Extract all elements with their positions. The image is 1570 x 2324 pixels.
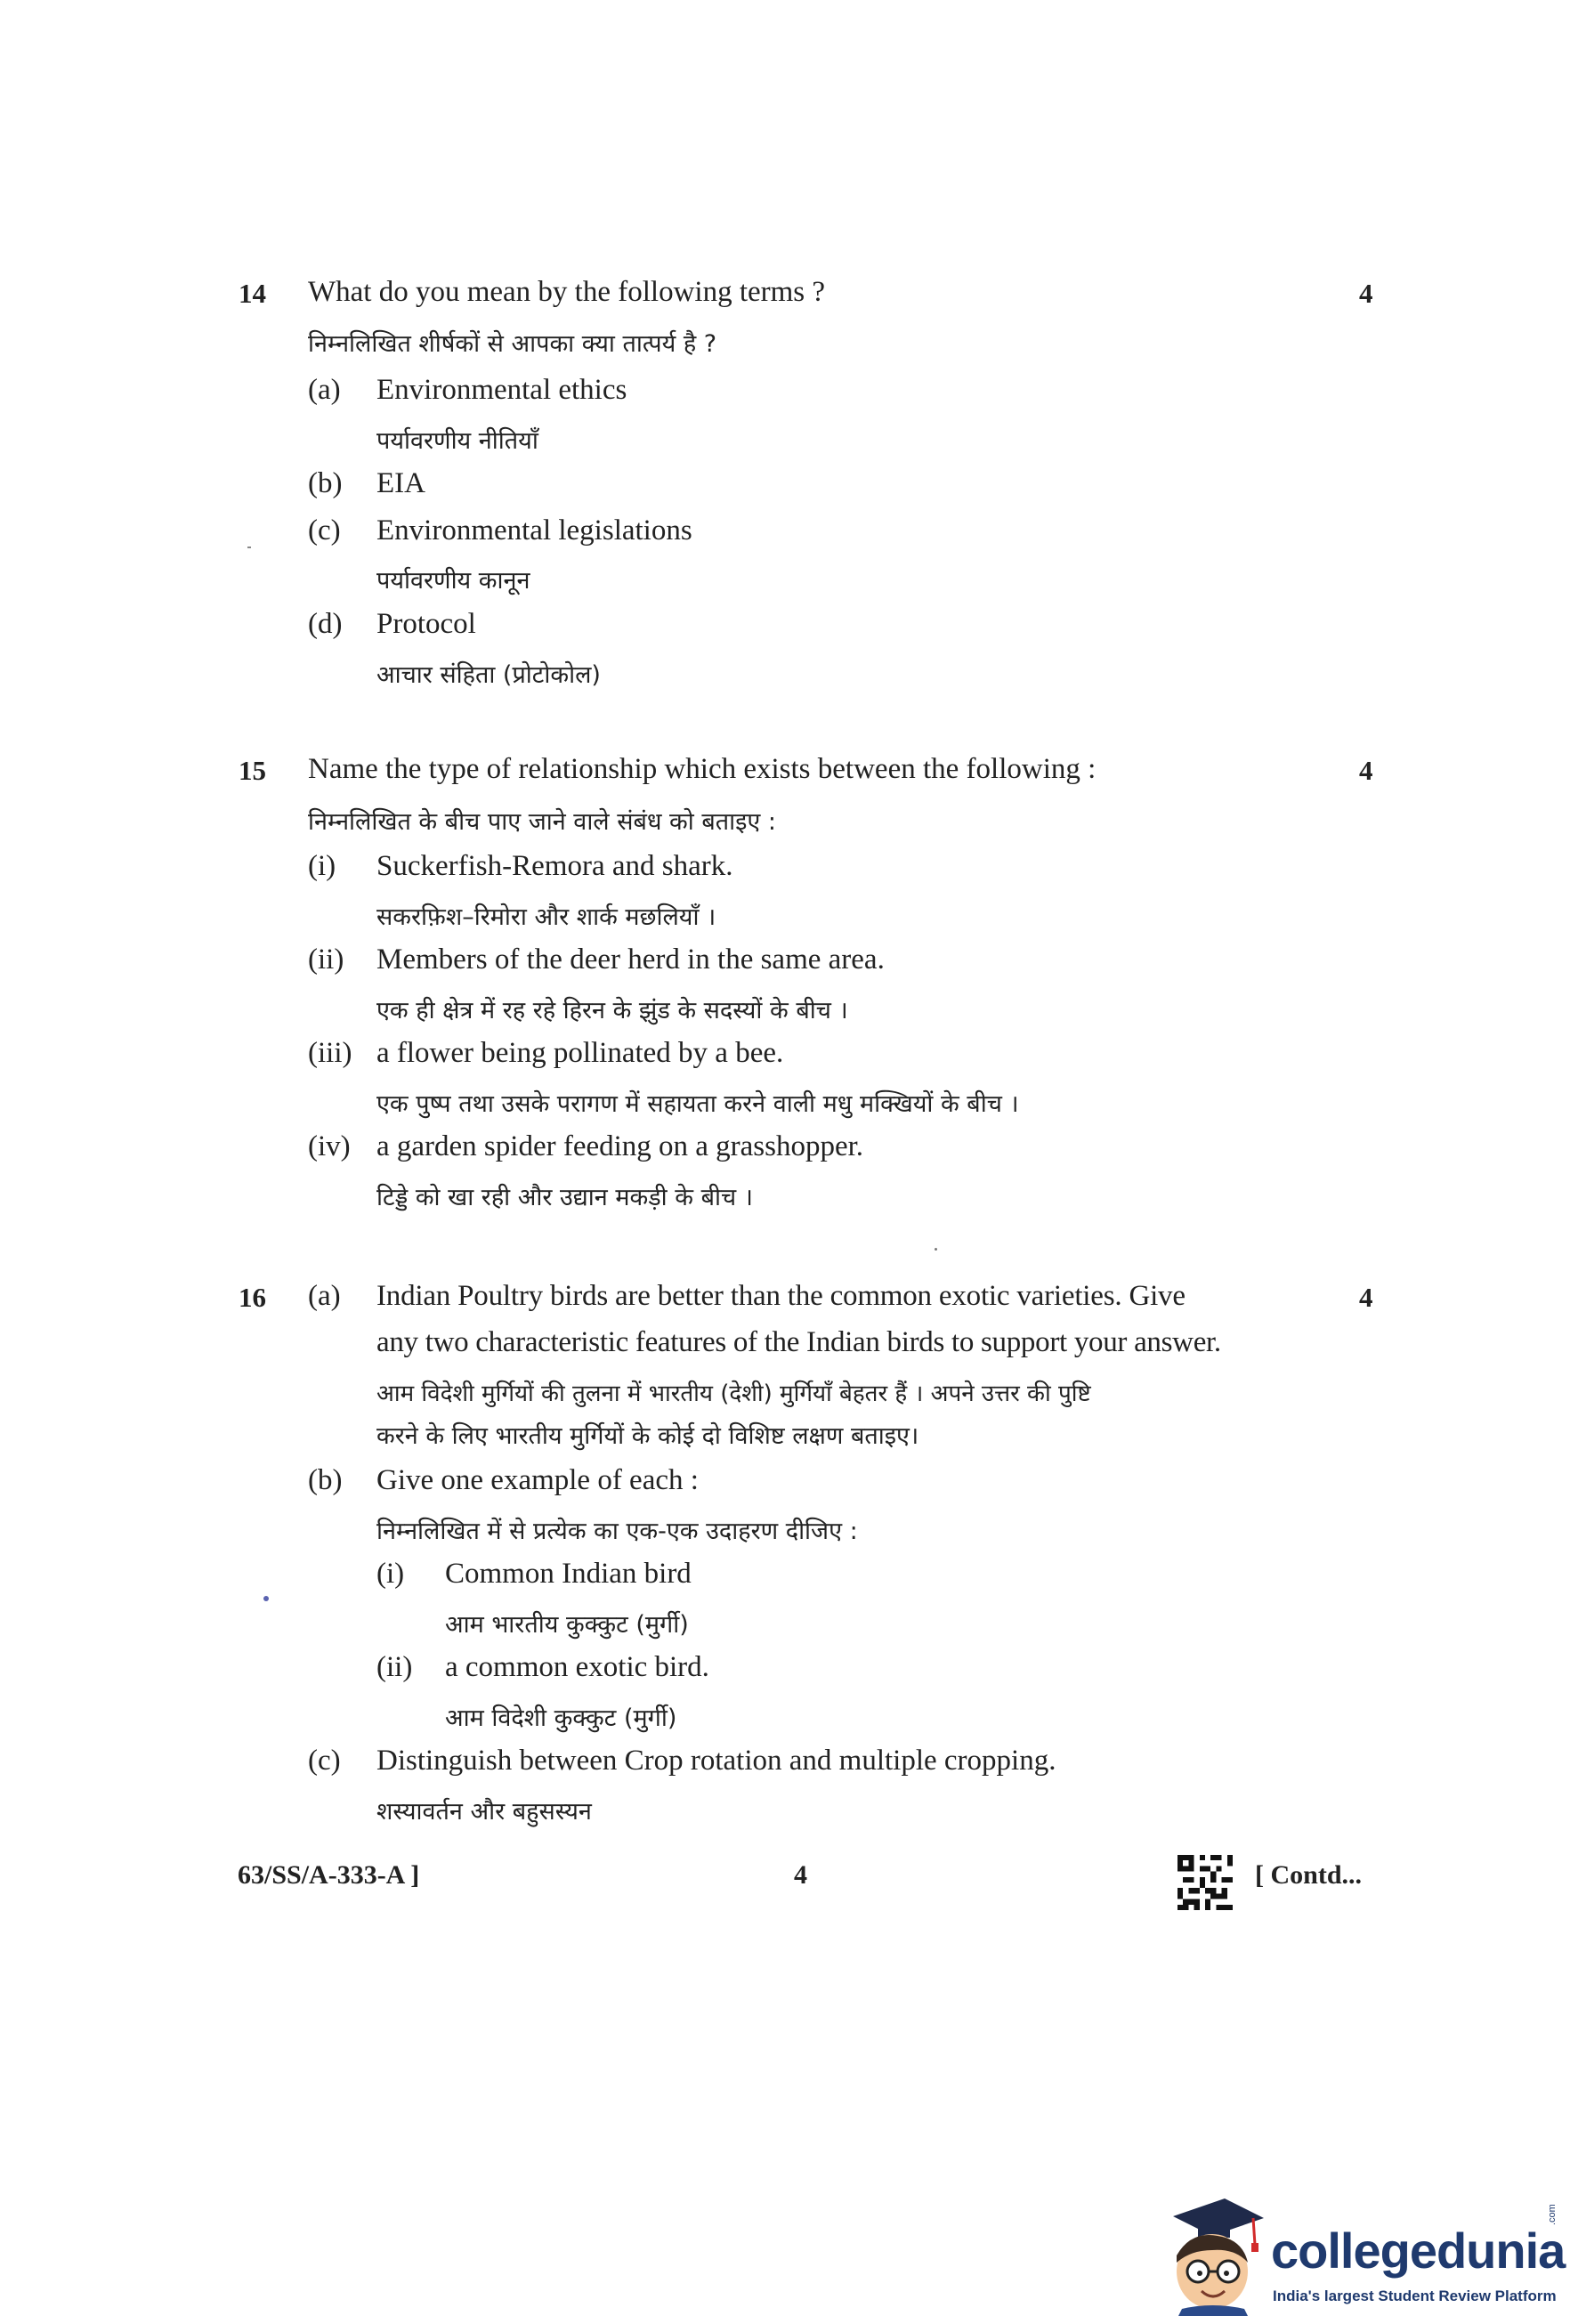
question-text-en: Name the type of relationship which exists between the following : [308,753,1097,785]
part-text-hi: आचार संहिता (प्रोटोकोल) [376,661,601,689]
subpart-text-hi: आम भारतीय कुक्कुट (मुर्गी) [445,1611,689,1639]
part-label: (ii) [308,943,344,976]
question-marks: 4 [1359,1282,1373,1313]
part-text-hi: टिड्डे को खा रही और उद्यान मकड़ी के बीच । [376,1184,753,1211]
mascot-logo-icon [1155,2191,1271,2316]
part-text-en: Distinguish between Crop rotation and multiple cropping. [376,1745,1056,1777]
part-text-en: Indian Poultry birds are better than the common exotic varieties. Give [376,1280,1186,1312]
part-text-en: Suckerfish-Remora and shark. [376,850,733,882]
part-label: (a) [308,1280,341,1312]
part-label: (iv) [308,1130,351,1162]
part-text-hi: पर्यावरणीय नीतियाँ [376,427,538,455]
part-text-en: EIA [376,467,425,499]
part-text-hi: सकरफ़िश–रिमोरा और शार्क मछलियाँ । [376,903,716,931]
part-label: (b) [308,467,343,499]
part-label: (a) [308,374,341,406]
part-text-en: Environmental ethics [376,374,627,406]
paper-code: 63/SS/A-333-A ] [238,1860,420,1890]
page-number: 4 [794,1860,807,1890]
scan-speck [935,1248,937,1251]
part-text-en: Protocol [376,608,476,640]
scan-speck [247,547,251,548]
subpart-label: (i) [376,1558,405,1590]
question-marks: 4 [1359,278,1373,309]
part-label: (i) [308,850,336,882]
brand-tagline: India's largest Student Review Platform [1273,2288,1557,2304]
question-text-hi: निम्नलिखित के बीच पाए जाने वाले संबंध को बताइए : [308,808,777,836]
part-label: (c) [308,1745,341,1777]
part-text-hi: आम विदेशी मुर्गियों की तुलना में भारतीय (देशी) मुर्गियाँ बेहतर हैं । अपने उत्तर की पुष्टि [376,1381,1091,1407]
question-text-hi: निम्नलिखित शीर्षकों से आपका क्या तात्पर्य है ? [308,330,717,358]
part-label: (d) [308,608,343,640]
qr-code-icon [1178,1855,1233,1910]
part-text-hi: पर्यावरणीय कानून [376,567,530,595]
part-text-hi: करने के लिए भारतीय मुर्गियों के कोई दो विशिष्ट लक्षण बताइए। [376,1422,919,1450]
part-text-hi: एक ही क्षेत्र में रह रहे हिरन के झुंड के सदस्यों के बीच । [376,997,848,1024]
scan-speck [263,1596,269,1601]
question-marks: 4 [1359,755,1373,786]
subpart-label: (ii) [376,1651,413,1683]
part-text-en: any two characteristic features of the Indian birds to support your answer. [376,1326,1221,1358]
part-text-en: Environmental legislations [376,514,692,547]
question-number: 14 [239,278,266,309]
part-text-hi: एक पुष्प तथा उसके परागण में सहायता करने वाली मधु मक्खियों के बीच । [376,1090,1019,1118]
question-text-en: What do you mean by the following terms ? [308,276,826,308]
subpart-text-en: a common exotic bird. [445,1651,709,1683]
question-number: 16 [239,1282,266,1313]
part-label: (iii) [308,1037,352,1069]
question-number: 15 [239,755,266,786]
subpart-text-en: Common Indian bird [445,1558,692,1590]
part-text-en: Members of the deer herd in the same area. [376,943,885,976]
part-text-en: a garden spider feeding on a grasshopper. [376,1130,864,1162]
part-text-hi: निम्नलिखित में से प्रत्येक का एक-एक उदाहरण दीजिए : [376,1518,858,1545]
part-label: (b) [308,1464,343,1496]
part-text-en: a flower being pollinated by a bee. [376,1037,784,1069]
part-text-hi: शस्यावर्तन और बहुसस्यन [376,1798,592,1826]
brand-logo-wordmark: collegedunia [1271,2223,1566,2279]
part-label: (c) [308,514,341,547]
part-text-en: Give one example of each : [376,1464,699,1496]
subpart-text-hi: आम विदेशी कुक्कुट (मुर्गी) [445,1705,677,1732]
brand-logo-domain: .com [1547,2204,1558,2225]
continued-note: [ Contd... [1255,1860,1363,1890]
